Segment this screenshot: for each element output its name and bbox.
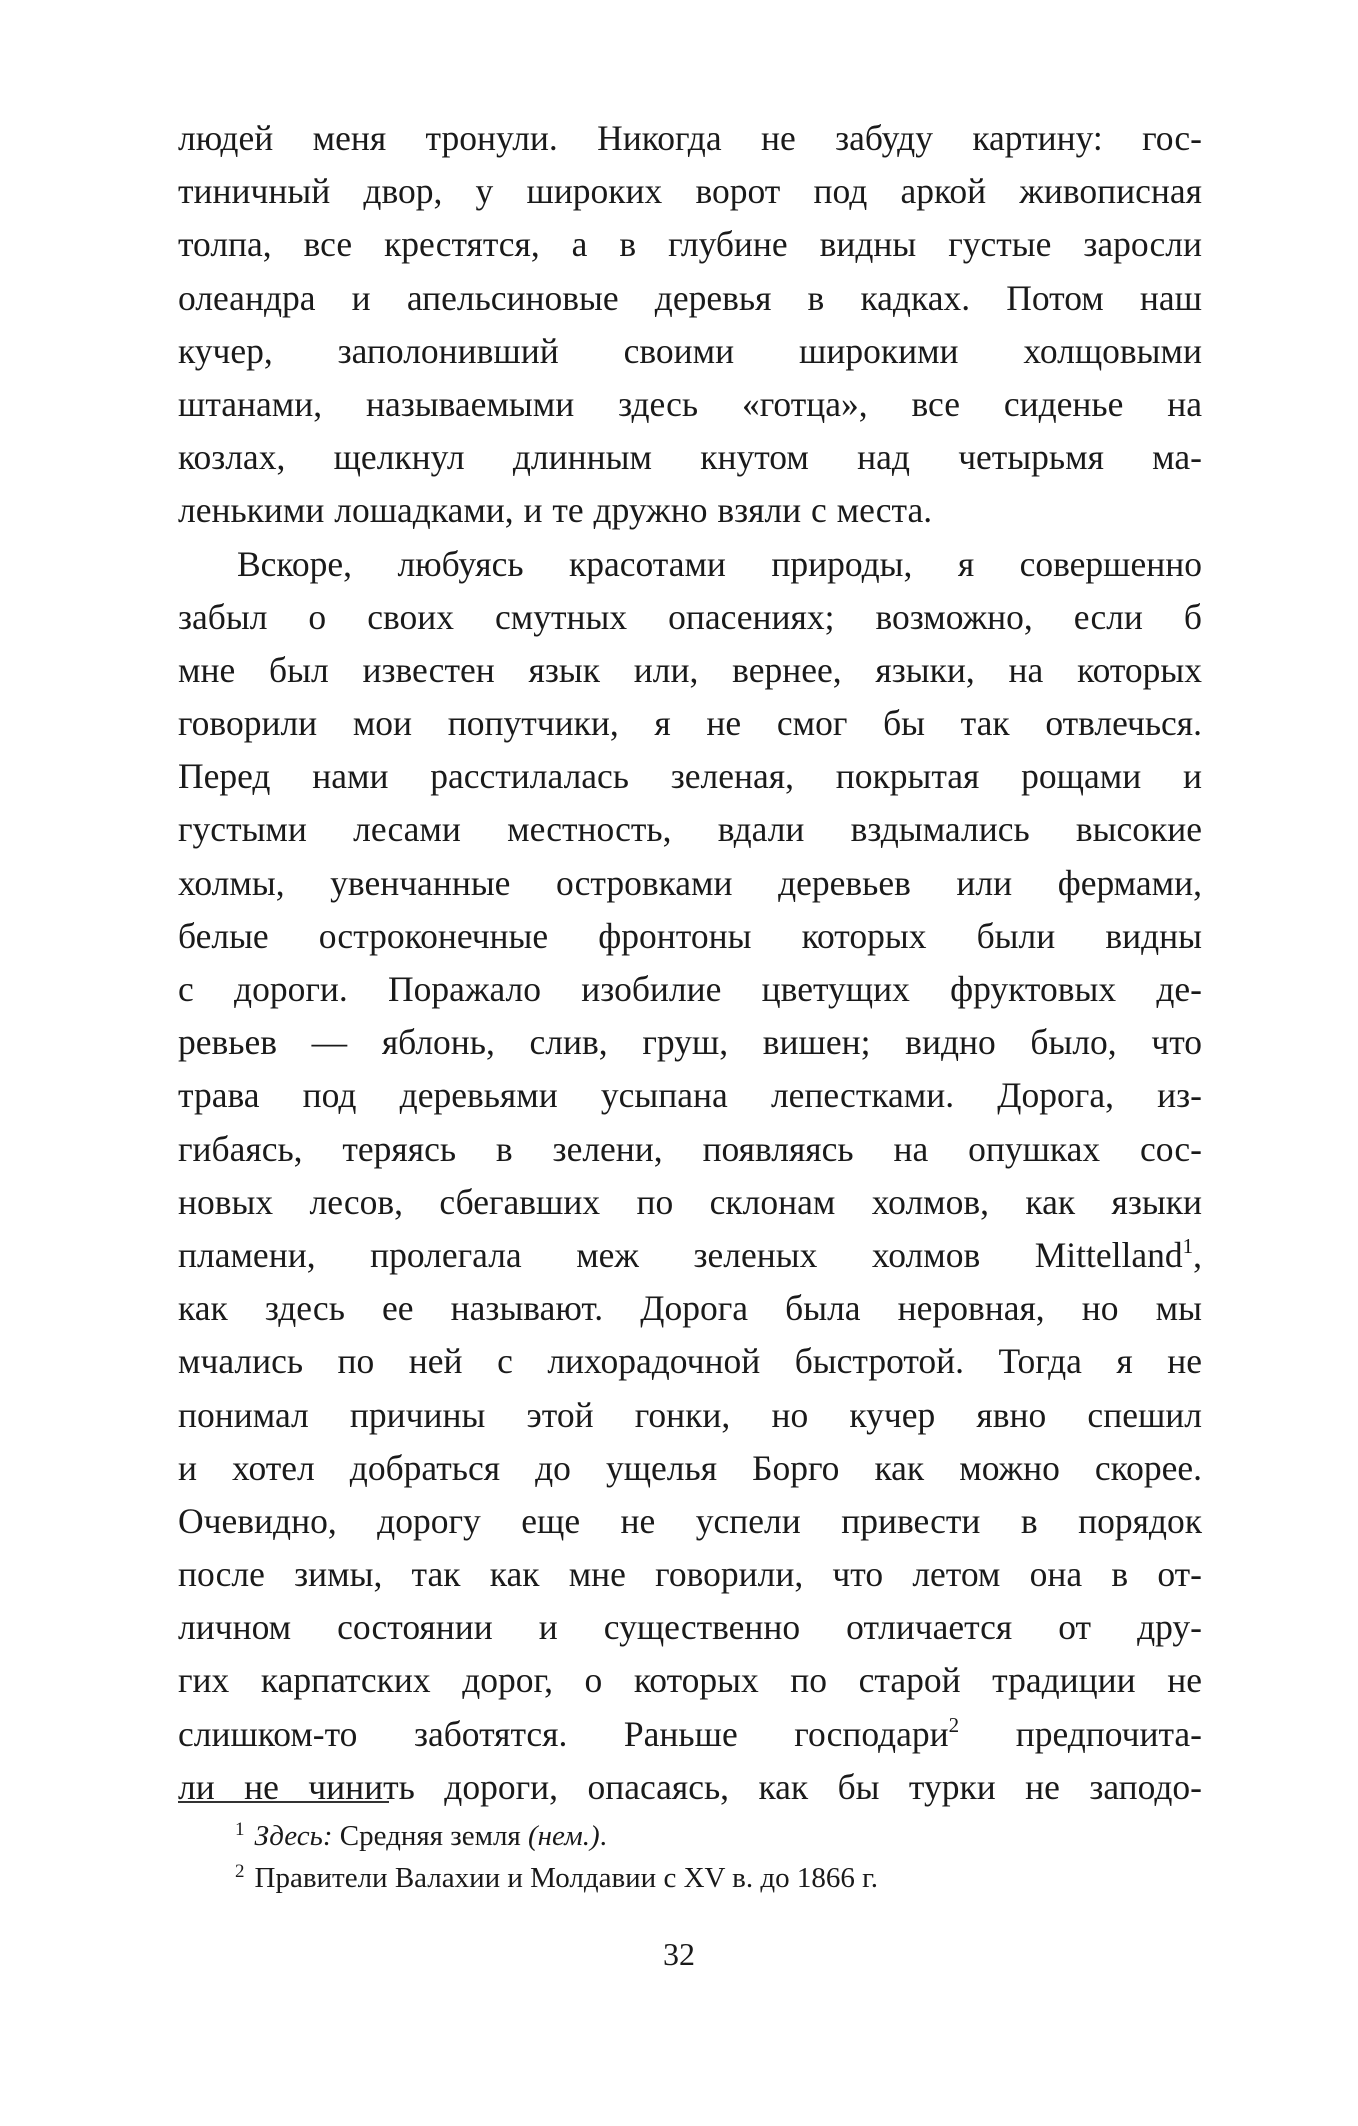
text-line: штанами, называемыми здесь «готца», все сиденье на bbox=[178, 383, 1202, 424]
text-line bbox=[178, 1708, 1202, 1761]
text-line: мне был известен язык или, вернее, языки, на которых bbox=[178, 649, 1202, 690]
footnote-label: Здесь: bbox=[254, 1820, 333, 1852]
text-line: понимал причины этой гонки, но кучер явно спешил bbox=[178, 1394, 1202, 1435]
text-line-content: слишком-то заботятся. Раньше господари bbox=[178, 1713, 949, 1754]
text-line-end: предпочита- bbox=[959, 1713, 1203, 1754]
text-line: мчались по ней с лихорадочной быстротой. Тогда я не bbox=[178, 1341, 1202, 1382]
text-line bbox=[178, 1229, 1202, 1282]
text-line: ленькими лошадками, и те дружно взяли с места. bbox=[178, 490, 933, 531]
text-line-end: , bbox=[1193, 1234, 1202, 1275]
footnote-ref: 1 bbox=[1182, 1233, 1194, 1258]
footnote-text: Правители Валахии и Молдавии с XV в. до 1866 г. bbox=[254, 1862, 878, 1894]
text-line: ревьев — яблонь, слив, груш, вишен; видно было, что bbox=[178, 1022, 1202, 1063]
text-line: Вскоре, любуясь красотами природы, я совершенно bbox=[237, 543, 1202, 584]
text-line: трава под деревьями усыпана лепестками. Дорога, из- bbox=[178, 1075, 1202, 1116]
text-line: густыми лесами местность, вдали вздымались высокие bbox=[178, 809, 1202, 850]
text-line: людей меня тронули. Никогда не забуду картину: гос- bbox=[178, 118, 1202, 158]
text-line: как здесь ее называют. Дорога была неровная, но мы bbox=[178, 1288, 1202, 1329]
text-line: олеандра и апельсиновые деревья в кадках. Потом наш bbox=[178, 277, 1202, 318]
text-line: белые остроконечные фронтоны которых были видны bbox=[178, 915, 1202, 956]
text-line: новых лесов, сбегавших по склонам холмов, как языки bbox=[178, 1181, 1202, 1222]
footnote-text: Средняя земля bbox=[332, 1820, 529, 1852]
text-line: с дороги. Поражало изобилие цветущих фруктовых де- bbox=[178, 969, 1202, 1009]
footnote-mark: 2 bbox=[235, 1861, 245, 1882]
text-line: гибаясь, теряясь в зелени, появляясь на опушках сос- bbox=[178, 1128, 1202, 1169]
text-line: тиничный двор, у широких ворот под аркой живописная bbox=[178, 171, 1202, 212]
text-line: говорили мои попутчики, я не смог бы так отвлечься. bbox=[178, 703, 1202, 744]
text-line: и хотел добраться до ущелья Борго как можно скорее. bbox=[178, 1447, 1202, 1488]
text-line: после зимы, так как мне говорили, что летом она в от- bbox=[178, 1554, 1202, 1595]
text-line: холмы, увенчанные островками деревьев или фермами, bbox=[178, 862, 1202, 903]
page-number: 32 bbox=[663, 1936, 695, 1972]
text-line: личном состоянии и существенно отличается от дру- bbox=[178, 1607, 1202, 1648]
footnote-lang: (нем.) bbox=[528, 1820, 600, 1852]
footnote-2 bbox=[235, 1857, 1195, 1899]
text-line: козлах, щелкнул длинным кнутом над четырьмя ма- bbox=[178, 437, 1202, 478]
text-line: толпа, все крестятся, а в глубине видны густые заросли bbox=[178, 224, 1202, 265]
footnote-divider bbox=[178, 1801, 389, 1803]
text-line: забыл о своих смутных опасениях; возможно, если б bbox=[178, 596, 1202, 637]
footnote-end: . bbox=[599, 1820, 607, 1852]
text-line-content: пламени, пролегала меж зеленых холмов Mittelland bbox=[178, 1234, 1183, 1275]
body-text bbox=[178, 112, 1202, 1814]
text-line: кучер, заполонивший своими широкими холщовыми bbox=[178, 330, 1202, 371]
footnote-ref: 2 bbox=[948, 1712, 960, 1737]
text-line: гих карпатских дорог, о которых по старой традиции не bbox=[178, 1660, 1202, 1701]
footnotes bbox=[235, 1815, 1195, 1899]
text-line: Перед нами расстилалась зеленая, покрытая рощами и bbox=[178, 756, 1202, 797]
text-line: Очевидно, дорогу еще не успели привести в порядок bbox=[178, 1500, 1202, 1541]
footnote-mark: 1 bbox=[235, 1819, 245, 1840]
footnote-1 bbox=[235, 1815, 1195, 1857]
text-line: ли не чинить дороги, опасаясь, как бы турки не заподо- bbox=[178, 1766, 1202, 1807]
